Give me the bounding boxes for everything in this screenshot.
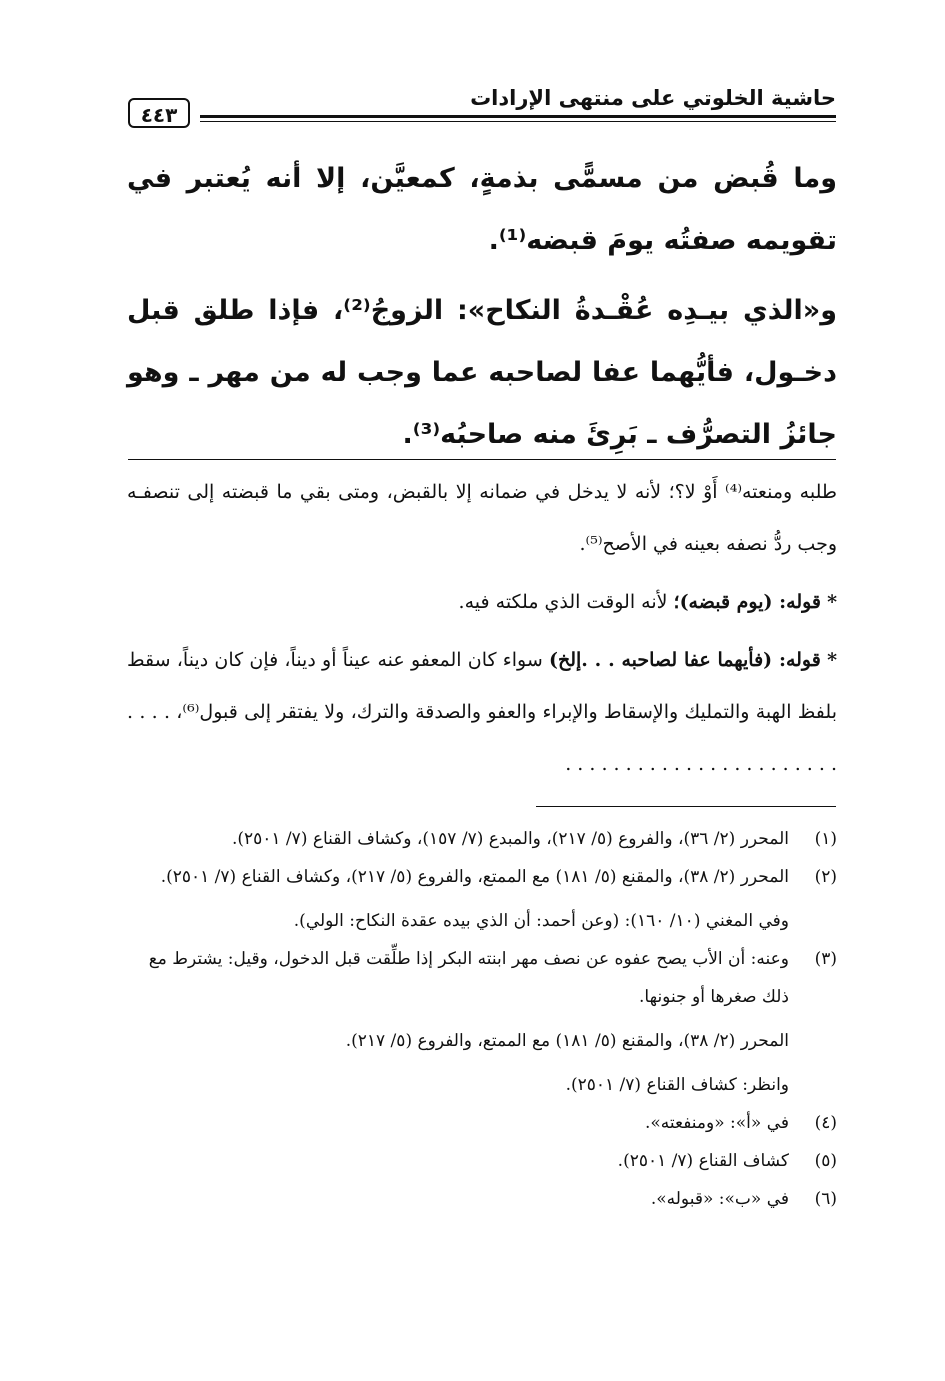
footnote-text [127, 1104, 789, 1142]
footnote [127, 1180, 837, 1218]
footnote-number: (٢) [814, 867, 837, 887]
quote-label: قوله: (فأيهما عفا لصاحبه . . .إلخ) [548, 649, 821, 671]
running-title: حاشية الخلوتي على منتهى الإرادات [470, 86, 836, 110]
footnote-number: (٦) [814, 1189, 837, 1209]
footnote [127, 858, 837, 940]
footnote-number: (١) [814, 829, 837, 849]
footnote-line: كشاف القناع (٧/ ٢٥٠١). [617, 1151, 789, 1171]
footnote-number: (٣) [814, 949, 837, 969]
commentary-divider [128, 459, 836, 460]
commentary-item [127, 634, 837, 790]
footnote-rule [536, 806, 836, 807]
header-rule [200, 115, 836, 118]
footnote [127, 1104, 837, 1142]
footnotes [127, 820, 837, 1218]
main-text-paragraph: و«الذي بيـدِه عُقْـدةُ النكاح»: الزوجُ⁽²⁾، فإذا طلق قبل دخـول، فأيُّهما عفا لصاحبه عما وجب له من مهر ـ وهو جائزُ التصرُّف ـ بَرِئَ منه صاحبُه⁽³⁾. [127, 295, 837, 450]
commentary-item [127, 576, 837, 628]
footnote-line: المحرر (٢/ ٣٦)، والفروع (٥/ ٢١٧)، والمبدع (٧/ ١٥٧)، وكشاف القناع (٧/ ٢٥٠١). [231, 829, 789, 849]
footnote [127, 940, 837, 1104]
main-text-block [127, 148, 837, 466]
footnote-line: في «ب»: «قبوله». [650, 1189, 789, 1209]
bullet-star-icon: * [827, 591, 837, 613]
footnote-text [127, 1142, 789, 1180]
footnote-line: وانظر: كشاف القناع (٧/ ٢٥٠١). [565, 1075, 789, 1095]
footnote-text [127, 940, 789, 1104]
footnote-line: وفي المغني (١٠/ ١٦٠): (وعن أحمد: أن الذي بيده عقدة النكاح: الولي). [293, 911, 789, 931]
footnote-text [127, 1180, 789, 1218]
page-header [128, 82, 836, 132]
footnote-number: (٤) [814, 1113, 837, 1133]
footnote-line: المحرر (٢/ ٣٨)، والمقنع (٥/ ١٨١) مع الممتع، والفروع (٥/ ٢١٧)، وكشاف القناع (٧/ ٢٥٠١). [160, 867, 789, 887]
commentary-text: لأنه الوقت الذي ملكته فيه. [458, 591, 668, 613]
footnote [127, 820, 837, 858]
leader-dots: . . . . . . . . . . . . . . . . . . . . . . . . . . . [127, 701, 837, 775]
footnote-text [127, 858, 789, 940]
footnote-line: في «أ»: «ومنفعته». [644, 1113, 789, 1133]
footnote-line: وعنه: أن الأب يصح عفوه عن نصف مهر ابنته البكر إذا طلِّقت قبل الدخول، وقيل: يشترط مع ذلك صغرها أو جنونها. [148, 949, 789, 1007]
footnote [127, 1142, 837, 1180]
quote-label: قوله: (يوم قبضه)؛ [673, 591, 822, 613]
footnote-number: (٥) [814, 1151, 837, 1171]
commentary-paragraph: طلبه ومنعته⁽⁴⁾ أَوْ لا؟؛ لأنه لا يدخل في ضمانه إلا بالقبض، ومتى بقي ما قبضته إلى تنصفـه وجب ردُّ نصفه بعينه في الأصح⁽⁵⁾. [127, 481, 837, 555]
page-number: ٤٤٣ [128, 98, 190, 128]
commentary-text: سواء كان المعفو عنه عيناً أو ديناً، فإن كان ديناً، سقط بلفظ الهبة والتمليك والإسقاط والإبراء والعفو والصدقة والترك، ولا يفتقر إلى قبول⁽⁶⁾، [127, 649, 837, 723]
header-rule-thin [200, 121, 836, 122]
bullet-star-icon: * [827, 649, 837, 671]
main-text-paragraph: وما قُبض من مسمًّى بذمةٍ، كمعيَّن، إلا أنه يُعتبر في تقويمه صفتُه يومَ قبضه⁽¹⁾. [127, 163, 837, 256]
footnote-line: المحرر (٢/ ٣٨)، والمقنع (٥/ ١٨١) مع الممتع، والفروع (٥/ ٢١٧). [345, 1031, 789, 1051]
commentary-block [127, 466, 837, 790]
footnote-text [127, 820, 789, 858]
